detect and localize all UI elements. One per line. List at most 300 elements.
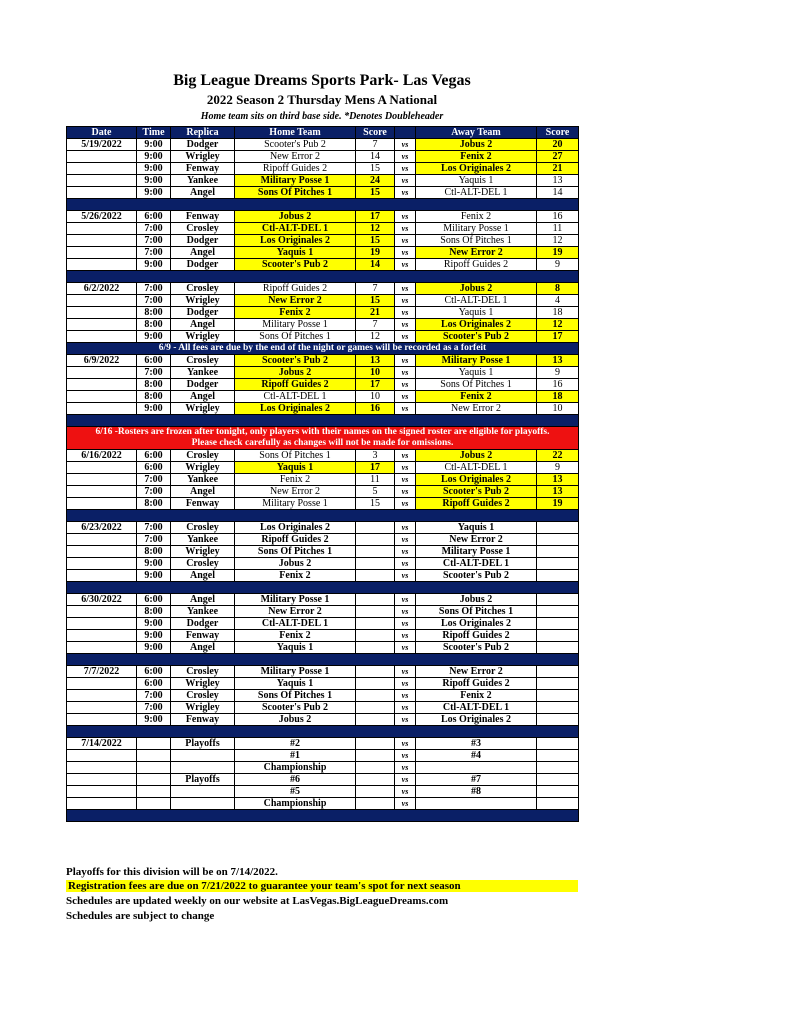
replica-cell: Crosley (171, 283, 235, 295)
home-score-cell (356, 762, 395, 774)
time-cell: 7:00 (137, 235, 171, 247)
table-row (67, 750, 579, 762)
roster-alert-line-2: Please check carefully as changes will not be made for omissions. (191, 438, 454, 448)
home-team-cell: Ripoff Guides 2 (235, 283, 356, 295)
away-team-cell: #8 (416, 786, 537, 798)
away-team-cell: Ctl-ALT-DEL 1 (416, 295, 537, 307)
away-score-cell: 13 (537, 474, 579, 486)
vs-cell: vs (395, 486, 416, 498)
home-team-cell: Championship (235, 762, 356, 774)
date-cell (67, 247, 137, 259)
time-cell: 7:00 (137, 486, 171, 498)
home-score-cell: 12 (356, 223, 395, 235)
home-score-cell: 15 (356, 187, 395, 199)
time-cell: 9:00 (137, 642, 171, 654)
away-score-cell: 9 (537, 462, 579, 474)
replica-cell: Fenway (171, 498, 235, 510)
away-score-cell: 22 (537, 450, 579, 462)
away-score-cell (537, 774, 579, 786)
home-score-cell (356, 594, 395, 606)
away-score-cell: 16 (537, 211, 579, 223)
vs-cell: vs (395, 534, 416, 546)
vs-cell: vs (395, 546, 416, 558)
date-cell (67, 259, 137, 271)
time-cell: 6:00 (137, 211, 171, 223)
home-score-cell: 10 (356, 367, 395, 379)
home-team-cell: Yaquis 1 (235, 247, 356, 259)
replica-cell: Crosley (171, 666, 235, 678)
replica-cell: Angel (171, 486, 235, 498)
vs-cell: vs (395, 738, 416, 750)
home-score-cell: 17 (356, 379, 395, 391)
table-row (67, 546, 579, 558)
replica-cell: Angel (171, 319, 235, 331)
table-row (67, 307, 579, 319)
replica-cell: Angel (171, 247, 235, 259)
away-score-cell: 13 (537, 175, 579, 187)
away-score-cell: 27 (537, 151, 579, 163)
home-score-cell: 11 (356, 474, 395, 486)
away-score-cell (537, 630, 579, 642)
vs-cell: vs (395, 690, 416, 702)
replica-cell: Playoffs (171, 774, 235, 786)
time-cell: 9:00 (137, 570, 171, 582)
home-score-cell: 13 (356, 355, 395, 367)
home-team-cell: Scooter's Pub 2 (235, 259, 356, 271)
col-header-time: Time (137, 127, 171, 139)
away-team-cell: Sons Of Pitches 1 (416, 235, 537, 247)
away-team-cell: New Error 2 (416, 403, 537, 415)
footer-subject-to-change: Schedules are subject to change (66, 910, 215, 922)
table-row (67, 247, 579, 259)
home-score-cell: 7 (356, 139, 395, 151)
table-row (67, 762, 579, 774)
away-team-cell: Ripoff Guides 2 (416, 259, 537, 271)
separator-bar (67, 199, 579, 211)
table-row (67, 151, 579, 163)
away-score-cell (537, 570, 579, 582)
home-team-cell: Yaquis 1 (235, 462, 356, 474)
away-team-cell: Scooter's Pub 2 (416, 570, 537, 582)
home-score-cell: 24 (356, 175, 395, 187)
vs-cell: vs (395, 151, 416, 163)
away-team-cell: Yaquis 1 (416, 522, 537, 534)
vs-cell: vs (395, 474, 416, 486)
replica-cell: Yankee (171, 606, 235, 618)
away-score-cell (537, 522, 579, 534)
home-score-cell (356, 750, 395, 762)
time-cell: 8:00 (137, 307, 171, 319)
away-team-cell: Yaquis 1 (416, 367, 537, 379)
replica-cell (171, 786, 235, 798)
date-cell (67, 750, 137, 762)
table-row (67, 558, 579, 570)
table-row (67, 367, 579, 379)
away-team-cell: Los Originales 2 (416, 319, 537, 331)
vs-cell: vs (395, 570, 416, 582)
home-team-cell: Military Posse 1 (235, 666, 356, 678)
date-cell (67, 618, 137, 630)
replica-cell: Yankee (171, 175, 235, 187)
home-score-cell (356, 714, 395, 726)
home-team-cell: Sons Of Pitches 1 (235, 546, 356, 558)
date-cell (67, 163, 137, 175)
replica-cell: Fenway (171, 714, 235, 726)
away-score-cell (537, 594, 579, 606)
home-score-cell (356, 702, 395, 714)
date-cell: 6/16/2022 (67, 450, 137, 462)
time-cell: 7:00 (137, 702, 171, 714)
home-team-cell: #1 (235, 750, 356, 762)
time-cell (137, 774, 171, 786)
replica-cell: Wrigley (171, 678, 235, 690)
home-team-cell: Fenix 2 (235, 307, 356, 319)
replica-cell: Fenway (171, 211, 235, 223)
date-cell (67, 678, 137, 690)
away-team-cell: Fenix 2 (416, 151, 537, 163)
away-team-cell: Sons Of Pitches 1 (416, 379, 537, 391)
table-row (67, 331, 579, 343)
home-score-cell (356, 798, 395, 810)
date-cell (67, 630, 137, 642)
week-separator (67, 199, 579, 211)
date-cell (67, 235, 137, 247)
away-score-cell (537, 678, 579, 690)
table-row (67, 391, 579, 403)
replica-cell: Crosley (171, 558, 235, 570)
vs-cell: vs (395, 750, 416, 762)
away-team-cell: New Error 2 (416, 247, 537, 259)
time-cell: 9:00 (137, 187, 171, 199)
vs-cell: vs (395, 462, 416, 474)
vs-cell: vs (395, 618, 416, 630)
home-team-note: Home team sits on third base side. *Denotes Doubleheader (200, 111, 444, 122)
time-cell (137, 750, 171, 762)
replica-cell: Yankee (171, 474, 235, 486)
vs-cell: vs (395, 211, 416, 223)
vs-cell: vs (395, 163, 416, 175)
away-score-cell (537, 690, 579, 702)
home-team-cell: Military Posse 1 (235, 498, 356, 510)
replica-cell: Angel (171, 570, 235, 582)
home-score-cell (356, 666, 395, 678)
away-score-cell (537, 714, 579, 726)
footer-registration-note: Registration fees are due on 7/21/2022 to guarantee your team's spot for next season (66, 880, 578, 892)
time-cell: 8:00 (137, 391, 171, 403)
away-score-cell: 13 (537, 355, 579, 367)
time-cell: 7:00 (137, 283, 171, 295)
time-cell: 7:00 (137, 295, 171, 307)
away-team-cell: Sons Of Pitches 1 (416, 606, 537, 618)
week-separator (67, 510, 579, 522)
home-team-cell: Ripoff Guides 2 (235, 534, 356, 546)
home-team-cell: Los Originales 2 (235, 235, 356, 247)
table-row (67, 786, 579, 798)
date-cell (67, 714, 137, 726)
away-score-cell: 12 (537, 235, 579, 247)
replica-cell: Angel (171, 187, 235, 199)
time-cell: 9:00 (137, 331, 171, 343)
time-cell: 8:00 (137, 546, 171, 558)
time-cell (137, 798, 171, 810)
home-score-cell: 3 (356, 450, 395, 462)
date-cell (67, 187, 137, 199)
away-score-cell: 10 (537, 403, 579, 415)
away-score-cell (537, 738, 579, 750)
footer-website-note: Schedules are updated weekly on our website at LasVegas.BigLeagueDreams.com (66, 895, 449, 907)
home-score-cell (356, 690, 395, 702)
time-cell: 9:00 (137, 175, 171, 187)
away-team-cell: Fenix 2 (416, 391, 537, 403)
week-separator (67, 810, 579, 822)
home-team-cell: Fenix 2 (235, 630, 356, 642)
replica-cell: Crosley (171, 522, 235, 534)
table-row (67, 594, 579, 606)
table-row (67, 714, 579, 726)
away-score-cell: 17 (537, 331, 579, 343)
home-score-cell (356, 534, 395, 546)
vs-cell: vs (395, 702, 416, 714)
away-score-cell: 9 (537, 367, 579, 379)
away-score-cell (537, 606, 579, 618)
table-row (67, 355, 579, 367)
week-separator (67, 654, 579, 666)
home-score-cell: 15 (356, 498, 395, 510)
date-cell: 5/19/2022 (67, 139, 137, 151)
table-row (67, 774, 579, 786)
vs-cell: vs (395, 498, 416, 510)
vs-cell: vs (395, 259, 416, 271)
away-score-cell (537, 618, 579, 630)
col-header-away-team: Away Team (416, 127, 537, 139)
home-team-cell: Los Originales 2 (235, 522, 356, 534)
home-score-cell: 7 (356, 319, 395, 331)
time-cell: 9:00 (137, 714, 171, 726)
home-team-cell: Jobus 2 (235, 367, 356, 379)
away-team-cell: Fenix 2 (416, 211, 537, 223)
week-separator (67, 726, 579, 738)
time-cell (137, 762, 171, 774)
home-team-cell: Sons Of Pitches 1 (235, 690, 356, 702)
home-score-cell: 14 (356, 259, 395, 271)
page-title: Big League Dreams Sports Park- Las Vegas (173, 72, 471, 89)
vs-cell: vs (395, 762, 416, 774)
home-team-cell: New Error 2 (235, 151, 356, 163)
home-score-cell: 14 (356, 151, 395, 163)
time-cell: 7:00 (137, 223, 171, 235)
vs-cell: vs (395, 307, 416, 319)
replica-cell: Angel (171, 642, 235, 654)
table-row (67, 798, 579, 810)
week-separator (67, 582, 579, 594)
date-cell (67, 498, 137, 510)
away-score-cell (537, 546, 579, 558)
time-cell: 7:00 (137, 247, 171, 259)
table-row (67, 666, 579, 678)
time-cell: 6:00 (137, 355, 171, 367)
home-team-cell: Championship (235, 798, 356, 810)
home-team-cell: Ctl-ALT-DEL 1 (235, 618, 356, 630)
home-score-cell: 19 (356, 247, 395, 259)
table-row (67, 462, 579, 474)
home-team-cell: Scooter's Pub 2 (235, 702, 356, 714)
away-score-cell: 21 (537, 163, 579, 175)
date-cell (67, 331, 137, 343)
vs-cell: vs (395, 606, 416, 618)
time-cell (137, 786, 171, 798)
home-team-cell: Fenix 2 (235, 474, 356, 486)
away-team-cell: Fenix 2 (416, 690, 537, 702)
schedule-body (67, 139, 579, 822)
home-score-cell (356, 618, 395, 630)
away-team-cell: Ripoff Guides 2 (416, 498, 537, 510)
home-team-cell: Ctl-ALT-DEL 1 (235, 391, 356, 403)
replica-cell: Yankee (171, 367, 235, 379)
date-cell (67, 175, 137, 187)
away-team-cell (416, 762, 537, 774)
col-header-home-score: Score (356, 127, 395, 139)
date-cell (67, 474, 137, 486)
away-team-cell: Ripoff Guides 2 (416, 630, 537, 642)
replica-cell: Angel (171, 391, 235, 403)
home-score-cell: 17 (356, 211, 395, 223)
time-cell: 9:00 (137, 259, 171, 271)
away-team-cell: Ripoff Guides 2 (416, 678, 537, 690)
date-cell (67, 462, 137, 474)
away-score-cell (537, 798, 579, 810)
away-team-cell: #4 (416, 750, 537, 762)
table-header-row (67, 127, 579, 139)
table-row (67, 642, 579, 654)
table-row (67, 534, 579, 546)
away-team-cell: New Error 2 (416, 666, 537, 678)
away-score-cell: 18 (537, 307, 579, 319)
home-team-cell: Los Originales 2 (235, 403, 356, 415)
col-header-away-score: Score (537, 127, 579, 139)
home-score-cell (356, 522, 395, 534)
time-cell: 8:00 (137, 498, 171, 510)
page-subtitle: 2022 Season 2 Thursday Mens A National (206, 92, 438, 107)
fee-notice: 6/9 - All fees are due by the end of the night or games will be recorded as a forfeit (67, 343, 579, 355)
replica-cell: Wrigley (171, 295, 235, 307)
away-team-cell: Los Originales 2 (416, 163, 537, 175)
date-cell (67, 606, 137, 618)
table-row (67, 175, 579, 187)
vs-cell: vs (395, 403, 416, 415)
table-row (67, 223, 579, 235)
table-row (67, 403, 579, 415)
vs-cell: vs (395, 283, 416, 295)
home-team-cell: Yaquis 1 (235, 678, 356, 690)
replica-cell: Angel (171, 594, 235, 606)
home-team-cell: #6 (235, 774, 356, 786)
away-team-cell: Yaquis 1 (416, 175, 537, 187)
time-cell: 9:00 (137, 618, 171, 630)
vs-cell: vs (395, 714, 416, 726)
away-score-cell: 16 (537, 379, 579, 391)
replica-cell: Crosley (171, 690, 235, 702)
table-row (67, 450, 579, 462)
table-row (67, 690, 579, 702)
away-team-cell: #7 (416, 774, 537, 786)
date-cell (67, 367, 137, 379)
table-row (67, 187, 579, 199)
time-cell: 9:00 (137, 403, 171, 415)
time-cell: 6:00 (137, 594, 171, 606)
away-team-cell: Military Posse 1 (416, 355, 537, 367)
home-team-cell: Sons Of Pitches 1 (235, 450, 356, 462)
replica-cell: Wrigley (171, 331, 235, 343)
vs-cell: vs (395, 175, 416, 187)
away-team-cell: Military Posse 1 (416, 546, 537, 558)
home-team-cell: Fenix 2 (235, 570, 356, 582)
date-cell: 7/7/2022 (67, 666, 137, 678)
date-cell: 6/23/2022 (67, 522, 137, 534)
date-cell: 5/26/2022 (67, 211, 137, 223)
away-score-cell (537, 786, 579, 798)
home-score-cell (356, 786, 395, 798)
vs-cell: vs (395, 391, 416, 403)
col-header-vs (395, 127, 416, 139)
time-cell: 9:00 (137, 163, 171, 175)
away-team-cell: Jobus 2 (416, 139, 537, 151)
home-team-cell: Ctl-ALT-DEL 1 (235, 223, 356, 235)
date-cell (67, 307, 137, 319)
home-score-cell (356, 558, 395, 570)
vs-cell: vs (395, 331, 416, 343)
away-team-cell: Military Posse 1 (416, 223, 537, 235)
home-team-cell: #2 (235, 738, 356, 750)
away-team-cell: Ctl-ALT-DEL 1 (416, 462, 537, 474)
home-team-cell: Ripoff Guides 2 (235, 163, 356, 175)
separator-bar (67, 271, 579, 283)
away-score-cell: 12 (537, 319, 579, 331)
time-cell: 7:00 (137, 690, 171, 702)
home-team-cell: Military Posse 1 (235, 319, 356, 331)
replica-cell (171, 762, 235, 774)
home-team-cell: Ripoff Guides 2 (235, 379, 356, 391)
home-team-cell: Jobus 2 (235, 714, 356, 726)
date-cell (67, 223, 137, 235)
vs-cell: vs (395, 379, 416, 391)
date-cell (67, 762, 137, 774)
table-row (67, 163, 579, 175)
vs-cell: vs (395, 798, 416, 810)
home-team-cell: Military Posse 1 (235, 594, 356, 606)
away-score-cell: 11 (537, 223, 579, 235)
date-cell (67, 534, 137, 546)
away-team-cell: Jobus 2 (416, 450, 537, 462)
date-cell (67, 570, 137, 582)
table-row (67, 235, 579, 247)
replica-cell: Dodger (171, 618, 235, 630)
away-team-cell: Ctl-ALT-DEL 1 (416, 702, 537, 714)
replica-cell (171, 750, 235, 762)
home-score-cell: 12 (356, 331, 395, 343)
away-score-cell: 8 (537, 283, 579, 295)
table-row (67, 319, 579, 331)
vs-cell: vs (395, 139, 416, 151)
table-row (67, 618, 579, 630)
away-score-cell: 19 (537, 247, 579, 259)
date-cell (67, 702, 137, 714)
home-score-cell: 16 (356, 403, 395, 415)
week-separator (67, 415, 579, 427)
table-row (67, 379, 579, 391)
away-team-cell: Jobus 2 (416, 594, 537, 606)
home-score-cell: 15 (356, 163, 395, 175)
vs-cell: vs (395, 558, 416, 570)
